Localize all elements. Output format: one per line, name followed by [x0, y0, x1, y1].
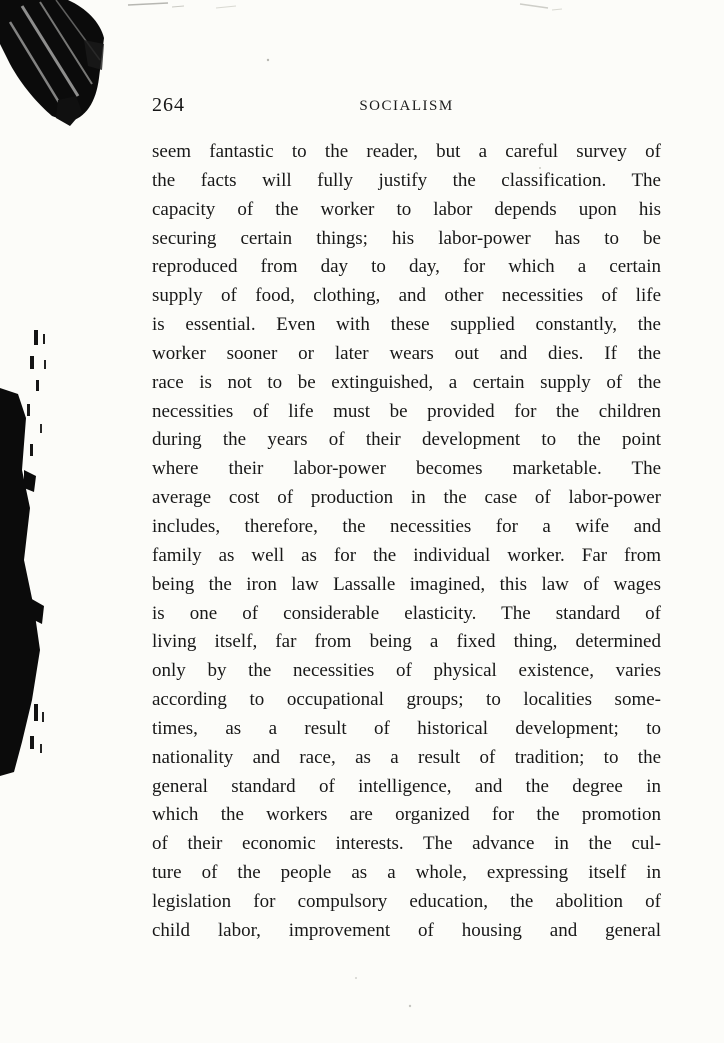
text-line: family as well as for the individual worker. Far from — [152, 544, 661, 566]
text-line: according to occupational groups; to localities some- — [152, 689, 661, 711]
text-line: during the years of their development to the point — [152, 429, 661, 451]
text-line: securing certain things; his labor-power has to be — [152, 227, 661, 249]
text-line: race is not to be extinguished, a certain supply of the — [152, 371, 661, 393]
text-line: where their labor-power becomes marketable. The — [152, 458, 661, 480]
text-line: times, as a result of historical development; to — [152, 717, 661, 739]
text-line: general standard of intelligence, and the degree in — [152, 775, 661, 797]
text-line: being the iron law Lassalle imagined, this law of wages — [152, 573, 661, 595]
text-line: ture of the people as a whole, expressing itself in — [152, 862, 661, 884]
page-number: 264 — [152, 94, 185, 116]
text-line: of their economic interests. The advance in the cul- — [152, 833, 661, 855]
text-line: the facts will fully justify the classification. The — [152, 169, 661, 191]
text-line: capacity of the worker to labor depends upon his — [152, 198, 661, 220]
body-text — [152, 138, 661, 946]
text-line: living itself, far from being a fixed thing, determined — [152, 631, 661, 653]
text-line: worker sooner or later wears out and dies. If the — [152, 342, 661, 364]
scan-artifact-edge — [0, 388, 40, 776]
text-line: child labor, improvement of housing and general — [152, 919, 661, 941]
scan-artifact-corner — [0, 0, 104, 122]
running-header: SOCIALISM — [359, 98, 454, 114]
text-line: is essential. Even with these supplied constantly, the — [152, 314, 661, 336]
text-line: which the workers are organized for the promotion — [152, 804, 661, 826]
text-line: is one of considerable elasticity. The standard of — [152, 602, 661, 624]
page-header — [152, 94, 661, 120]
text-line: average cost of production in the case of labor-power — [152, 487, 661, 509]
text-line: necessities of life must be provided for the children — [152, 400, 661, 422]
text-line: includes, therefore, the necessities for a wife and — [152, 515, 661, 537]
text-line: reproduced from day to day, for which a certain — [152, 256, 661, 278]
text-line: seem fantastic to the reader, but a careful survey of — [152, 141, 661, 162]
text-line: legislation for compulsory education, the abolition of — [152, 890, 661, 912]
text-line: nationality and race, as a result of tradition; to the — [152, 746, 661, 768]
text-line: only by the necessities of physical existence, varies — [152, 660, 661, 682]
text-line: supply of food, clothing, and other necessities of life — [152, 285, 661, 307]
